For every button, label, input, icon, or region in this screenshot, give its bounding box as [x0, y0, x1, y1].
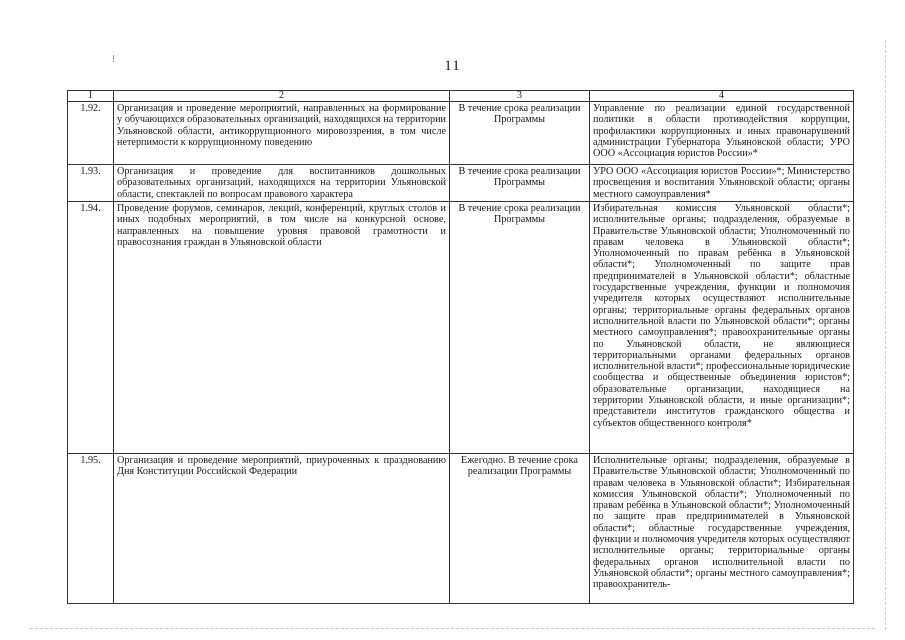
header-col-3: 3: [450, 91, 590, 102]
row-number: 1.92.: [68, 102, 114, 165]
table-header-row: [68, 91, 854, 102]
row-executors: Исполнительные органы; подразделения, образуемые в Правительстве Ульяновской области; Уполномоченный по правам человека в Ульяновской области*; Избирательная комиссия Ульяновской области*; Уполномоченный по правам ребёнка в Ульяновской области*; Уполномоченный по защите прав предпринимателей в Ульяновской области*; областные государственные учреждения, функции и полномочия учредителя которых осуществляют исполнительные органы; территориальные органы федеральных органов исполнительной власти по Ульяновской области*; органы местного самоуправления*; правоохранитель-: [590, 454, 854, 604]
header-col-2: 2: [114, 91, 450, 102]
row-term: Ежегодно. В течение срока реализации Программы: [450, 454, 590, 604]
header-col-4: 4: [590, 91, 854, 102]
table-row: [68, 165, 854, 202]
row-measure: Проведение форумов, семинаров, лекций, конференций, круглых столов и иных подобных мероприятий, в том числе на конкурсной основе, направленных на повышение уровня правовой грамотности и правосознания граждан в Ульяновской области: [114, 202, 450, 454]
stray-mark: ⁝: [112, 54, 116, 65]
row-number: 1.94.: [68, 202, 114, 454]
row-executors: Избирательная комиссия Ульяновской области*; исполнительные органы; подразделения, образуемые в Правительстве Ульяновской области; Уполномоченный по правам человека в Ульяновской области*; Уполномоченный по правам ребёнка в Ульяновской области*; Уполномоченный по защите прав предпринимателей в Ульяновской области*; областные государственные учреждения, функции и полномочия учредителя которых осуществляют исполнительные органы; территориальные органы федеральных органов исполнительной власти по Ульяновской области*; органы местного самоуправления*; правоохранительные органы по Ульяновской области, не являющиеся территориальными органами федеральных органов исполнительной власти*; профессиональные юридические сообщества и общественные объединения юристов*; образовательные организации, находящиеся на территории Ульяновской области, и иные организации*; представители институтов гражданского общества и субъектов общественного контроля*: [590, 202, 854, 454]
header-col-1: 1: [68, 91, 114, 102]
page-number: 11: [444, 58, 461, 74]
table-row: [68, 102, 854, 165]
row-term: В течение срока реализации Программы: [450, 202, 590, 454]
measures-table: [67, 90, 854, 604]
row-executors: Управление по реализации единой государственной политики в области противодействия коррупции, профилактики коррупционных и иных правонарушений администрации Губернатора Ульяновской области; УРО ООО «Ассоциация юристов России»*: [590, 102, 854, 165]
row-measure: Организация и проведение мероприятий, приуроченных к празднованию Дня Конституции Российской Федерации: [114, 454, 450, 604]
row-executors: УРО ООО «Ассоциация юристов России»*; Министерство просвещения и воспитания Ульяновской области; органы местного самоуправления*: [590, 165, 854, 202]
row-measure: Организация и проведение мероприятий, направленных на формирование у обучающихся образовательных организаций, находящихся на территории Ульяновской области, антикоррупционного мировоззрения, в том числе нетерпимости к коррупционному поведению: [114, 102, 450, 165]
scan-edge-bottom: [30, 628, 875, 629]
table-row: [68, 454, 854, 604]
row-term: В течение срока реализации Программы: [450, 102, 590, 165]
row-measure: Организация и проведение для воспитанников дошкольных образовательных организаций, находящихся на территории Ульяновской области, спектаклей по вопросам правового характера: [114, 165, 450, 202]
table-row: [68, 202, 854, 454]
scan-edge-right: [885, 40, 886, 630]
row-number: 1.95.: [68, 454, 114, 604]
row-number: 1.93.: [68, 165, 114, 202]
row-term: В течение срока реализации Программы: [450, 165, 590, 202]
